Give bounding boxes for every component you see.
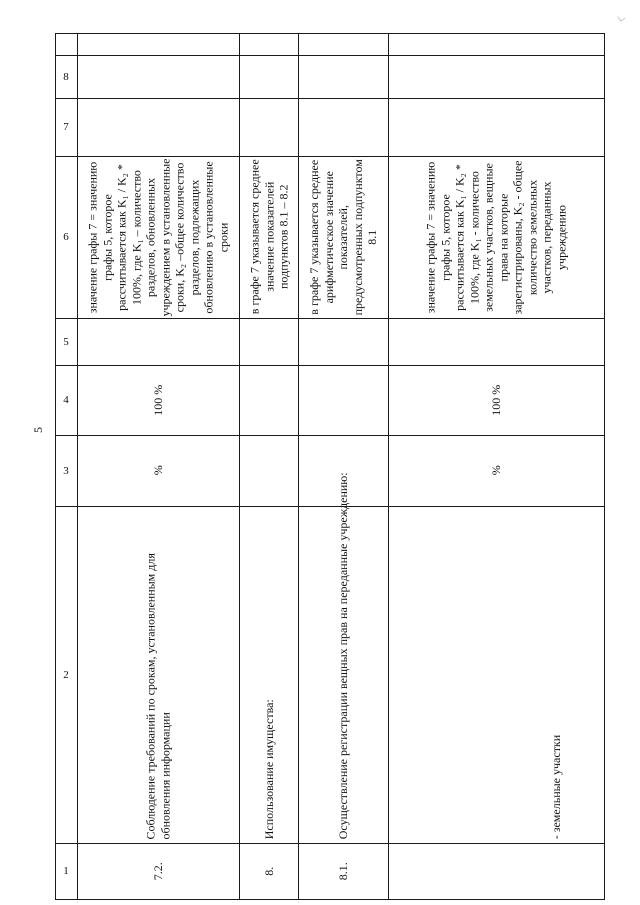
column-number-1: 1 bbox=[63, 865, 69, 877]
row-7-2-unit: % bbox=[150, 465, 165, 476]
column-number-5: 5 bbox=[63, 335, 69, 348]
column-number-8: 8 bbox=[63, 70, 69, 83]
row-8-name: Использование имущества: bbox=[261, 699, 276, 840]
row-7-2-target: 100 % bbox=[150, 384, 165, 416]
row-7-2-method: значение графы 7 = значению графы 5, которое рассчитывается как K₁ / K₂ * 100%, где K₁ – количество разделов, обновленных учреждением в установленные сроки, K₂ –общее количество разделов, подлежащих обновлению в установленные сроки bbox=[85, 157, 230, 317]
row-8-1-number: 8.1. bbox=[335, 862, 350, 880]
row-land-number bbox=[388, 843, 604, 899]
row-8-1-name: Осуществление регистрации вещных прав на переданные учреждению: bbox=[335, 472, 350, 839]
column-number-6: 6 bbox=[63, 231, 69, 243]
column-number-3: 3 bbox=[63, 464, 69, 477]
row-land-name: - земельные участки bbox=[548, 735, 563, 840]
column-number-7: 7 bbox=[63, 121, 69, 133]
column-number-4: 4 bbox=[63, 394, 69, 406]
row-land-unit: % bbox=[488, 465, 503, 476]
row-8-1-method: в графе 7 указывается среднее арифметическое значение показателей, предусмотренных подпунктом 8.1 bbox=[306, 158, 379, 316]
row-land-method: значение графы 7 = значению графы 5, которое рассчитывается как K₁ / K₂ * 100%, где K₁ - количество земельных участков, вещные права на которые зарегистрированы, K₂ - общее количество земельных участков, переданных учреждению bbox=[423, 159, 568, 315]
page-number: 5 bbox=[31, 427, 45, 433]
row-7-2-name: Соблюдение требований по срокам, установленным для обновления информации bbox=[143, 553, 172, 840]
row-8-method: в графе 7 указывается среднее значение показателей подпунктов 8.1 – 8.2 bbox=[246, 159, 290, 315]
row-land-target: 100 % bbox=[488, 384, 503, 416]
row-7-2-number: 7.2. bbox=[150, 862, 165, 880]
row-8-number: 8. bbox=[261, 866, 276, 876]
column-number-2: 2 bbox=[63, 668, 69, 681]
